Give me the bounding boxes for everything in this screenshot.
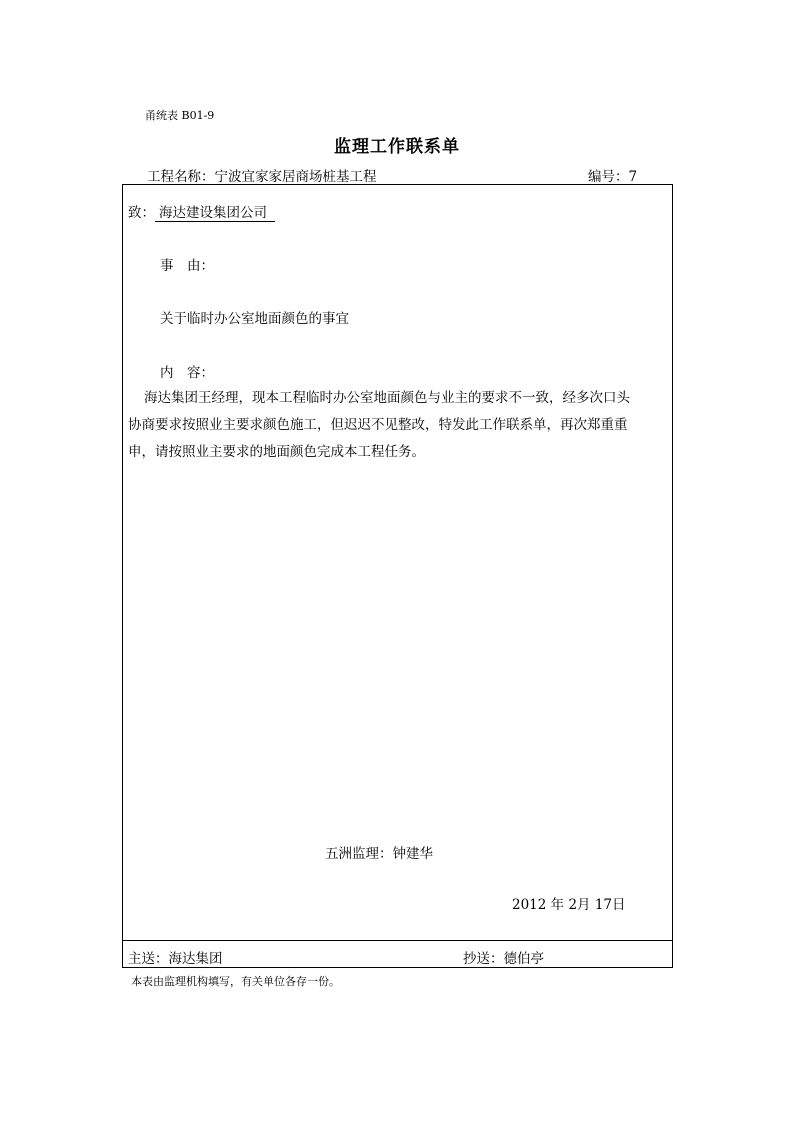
form-divider: [122, 940, 673, 941]
date-day-unit: 日: [612, 897, 626, 913]
project-name-value: 宁波宜家家居商场桩基工程: [214, 169, 377, 185]
reason-text: 关于临时办公室地面颜色的事宜: [160, 311, 349, 327]
date-line: [512, 893, 626, 913]
signature: 五洲监理：钟建华: [325, 846, 433, 862]
date-month-unit: 月: [577, 897, 591, 913]
content-body: 海达集团王经理，现本工程临时办公室地面颜色与业主的要求不一致，经多次口头协商要求按照业主要求颜色施工，但迟迟不见整改，特发此工作联系单，再次郑重重申，请按照业主要求的地面颜色完成本工程任务。: [128, 390, 630, 460]
date-year-unit: 年: [550, 897, 565, 913]
document-title: 监理工作联系单: [334, 137, 460, 157]
content-label: 内 容：: [160, 365, 214, 381]
date-month: 2: [568, 897, 578, 913]
document-number-value: 7: [628, 169, 638, 185]
recipient-line: [128, 201, 275, 222]
send-to: 主送：海达集团: [128, 951, 223, 967]
document-number-line: [588, 165, 637, 185]
date-day: 17: [594, 897, 613, 913]
recipient-label: 致：: [128, 205, 155, 221]
document-number-label: 编号：: [588, 169, 629, 185]
project-name-label: 工程名称：: [147, 169, 215, 185]
date-year: 2012: [512, 897, 547, 913]
form-code: 甬统表 B01-9: [145, 109, 215, 122]
footnote: 本表由监理机构填写，有关单位各存一份。: [131, 975, 340, 988]
copy-to: 抄送：德伯亭: [463, 951, 544, 967]
recipient-value: 海达建设集团公司: [155, 206, 275, 222]
project-name-line: [147, 165, 377, 185]
reason-label: 事 由：: [160, 258, 214, 274]
